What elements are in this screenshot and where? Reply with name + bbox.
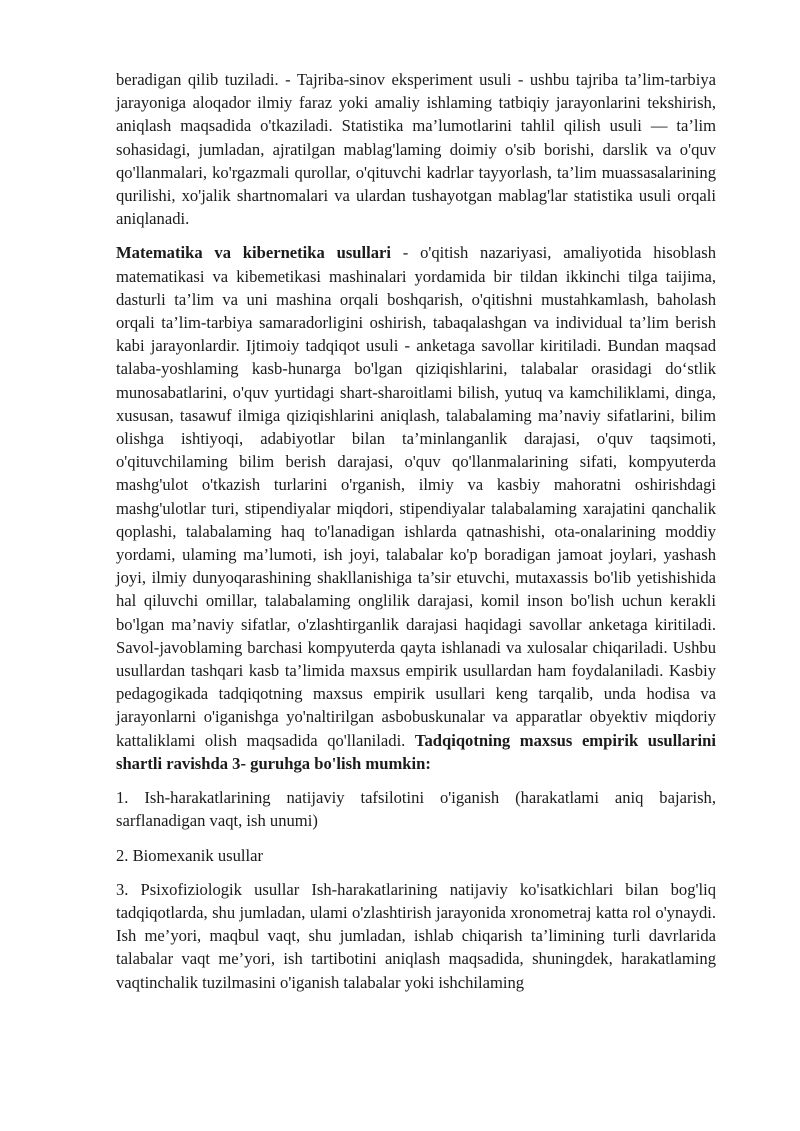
paragraph-math-cybernetics-text: - o'qitish nazariyasi, amaliyotida hisoblash matematikasi va kibemetikasi mashinalari yordamida bir tildan ikkinchi tilga taijima, dasturli ta’lim va uni mashina orqali boshqarish, o'qitishni mustahkamlash, baholash orqali ta’lim-tarbiya samaradorligini oshirish, tabaqalashgan va individual ta’lim berish kabi jarayonlardir. Ijtimoiy tadqiqot usuli - anketaga savollar kiritiladi. Bundan maqsad talaba-yoshlaming kasb-hunarga bo'lgan qiziqishlarini, talabalar orasidagi do‘stlik munosabatlarini, o'quv yurtidagi shart-sharoitlami bilish, yutuq va kamchiliklami, dinga, xususan, tasawuf ilmiga qiziqishlarini aniqlash, talabalaming ma’naviy sifatlarini, bilim olishga ishtiyoqi, adabiyotlar bilan ta’minlanganlik darajasi, o'quv taqsimoti, o'qituvchilaming bilim berish darajasi, o'quv qo'llanmalarining sifati, kompyuterda mashg'ulot o'tkazish turlarini o'rganish, ilmiy va kasbiy mahoratni oshirishdagi mashg'ulotlar turi, stipendiyalar miqdori, stipendiyalar talabalaming xarajatini qanchalik qoplashi, talabalaming haq to'lanadigan ishlarda qatnashishi, ota-onalarining moddiy yordami, ulaming ma’lumoti, ish joyi, talabalar ko'p boradigan jamoat joylari, yashash joyi, ilmiy dunyoqarashining shakllanishiga ta’sir etuvchi, mutaxassis bo'lib yetishishida hal qiluvchi omillar, talabalaming onglilik darajasi, komil inson bo'lish uchun kerakli bo'lgan ma’naviy sifatlar, o'zlashtirganlik darajasi haqidagi savollar anketaga kiritiladi. Savol-javoblaming barchasi kompyuterda qayta ishlanadi va xulosalar chiqariladi. Ushbu usullardan tashqari kasb ta’limida maxsus empirik usullardan ham foydalaniladi. Kasbiy pedagogikada tadqiqotning maxsus empirik usullari keng tarqalib, unda hodisa va jarayonlarni o'iganishga yo'naltirilgan asbobuskunalar va apparatlar obyektiv miqdoriy kattaliklami olish maqsadida qo'llaniladi. — [116, 243, 716, 750]
list-item-2: 2. Biomexanik usullar — [116, 845, 264, 865]
paragraph-math-cybernetics — [116, 241, 716, 775]
heading-math-cybernetics: Matematika va kibernetika usullari — [116, 243, 392, 263]
list-item-1: 1. Ish-harakatlarining natijaviy tafsilotini o'iganish (harakatlami aniq bajarish, sarflanadigan vaqt, ish unumi) — [116, 788, 716, 831]
heading-special-methods: Tadqiqotning maxsus empirik usullarini shartli ravishda 3- guruhga bo'lish mumkin: — [116, 730, 716, 773]
paragraph-experiment-statistics: beradigan qilib tuziladi. - Tajriba-sinov eksperiment usuli - ushbu tajriba ta’lim-tarbiya jarayoniga aloqador ilmiy faraz yoki amaliy ishlaming tatbiqiy jarayonlarini tekshirish, aniqlash maqsadida o'tkaziladi. Statistika ma’lumotlarini tahlil qilish usuli — ta’lim sohasidagi, jumladan, ajratilgan mablag'laming doimiy o'sib borishi, darslik va o'quv qo'llanmalari, ko'rgazmali qurollar, o'qituvchi kadrlar tayyorlash, ta’lim muassasalarining qurilishi, xo'jalik shartnomalari va ulardan tushayotgan mablag'lar statistika usuli orqali aniqlanadi. — [116, 70, 716, 229]
list-item-3: 3. Psixofiziologik usullar Ish-harakatlarining natijaviy ko'isatkichlari bilan bog'liq tadqiqotlarda, shu jumladan, ulami o'zlashtirish jarayonida xronometraj katta rol o'ynaydi. Ish me’yori, maqbul vaqt, shu jumladan, ishlab chiqarish ta’limining turli davrlarida talabalar vaqt me’yori, ish tartibotini aniqlash maqsadida, shuningdek, harakatlaming vaqtinchalik tuzilmasini o'iganish talabalar yoki ishchilaming — [116, 879, 716, 992]
